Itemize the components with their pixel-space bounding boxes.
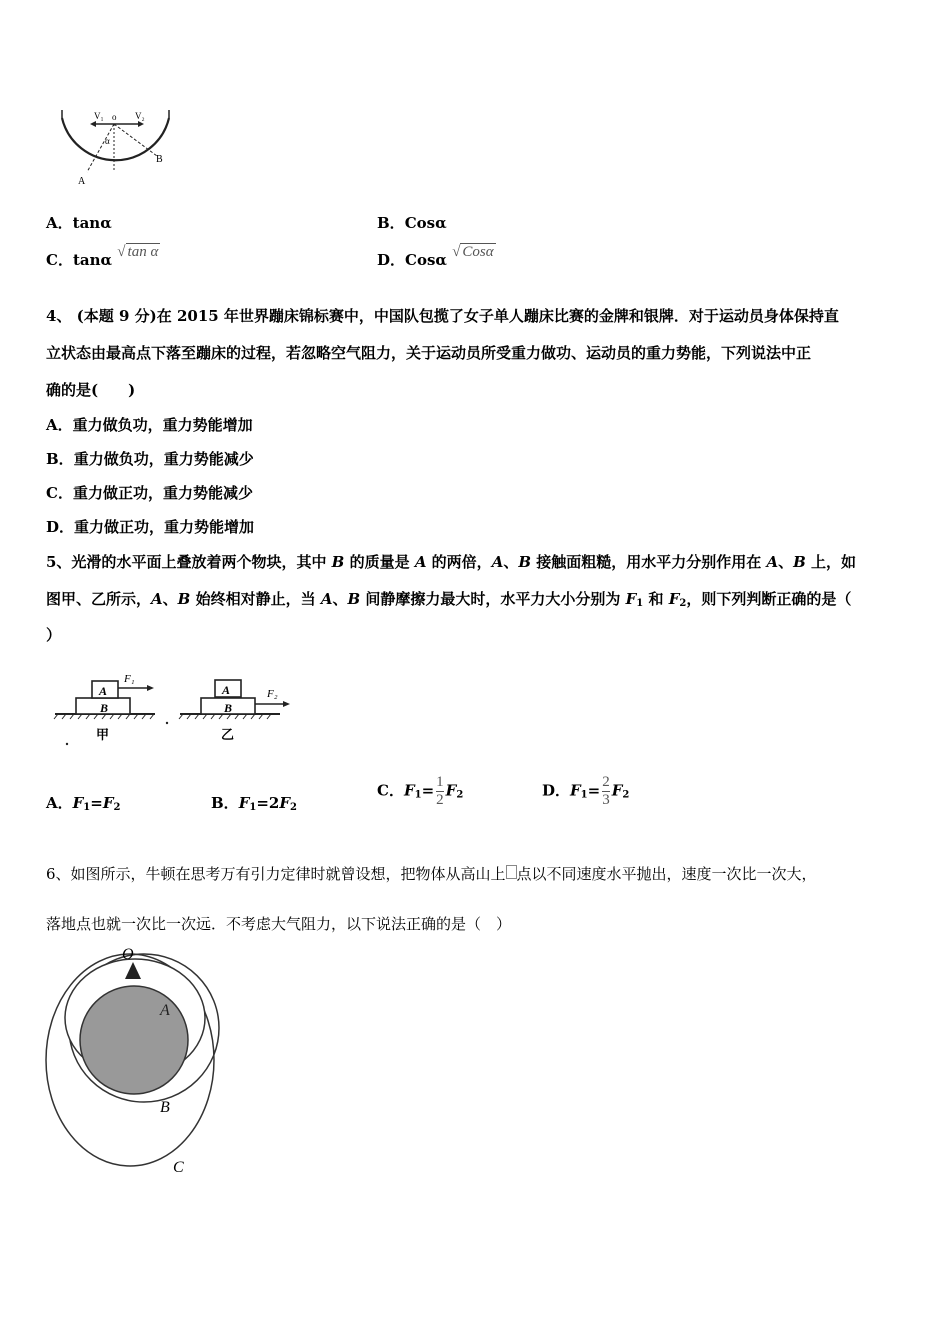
q5-option-a[interactable]: A．$F_1=F_2$ (46, 794, 121, 813)
q6-stem-line1: 6、如图所示，牛顿在思考万有引力定律时就曾设想，把物体从高山上 点以不同速度水平抛出，速度一次比一次大， (46, 865, 817, 883)
jia-label-a: A (99, 684, 108, 698)
orbit-label-b: B (160, 1099, 170, 1116)
q5-option-b[interactable]: B．$F_1=2F_2$ (211, 794, 297, 813)
fraction-one-half: $\frac{1}{2}$ (436, 774, 444, 808)
yi-label-b: B (224, 701, 233, 715)
q4-option-a[interactable]: A．重力做负功，重力势能增加 (46, 416, 253, 434)
orbit-label-c: C (173, 1159, 184, 1176)
label-a: A (78, 176, 86, 187)
q4-option-b[interactable]: B．重力做负功，重力势能减少 (46, 450, 254, 468)
q4-stem-line1: 4、 (本题 9 分)在 2015 年世界蹦床锦标赛中，中国队包揽了女子单人蹦床比赛的金牌和银牌．对于运动员身体保持直 (46, 307, 839, 325)
bowl-figure (52, 100, 177, 190)
label-o: o (112, 112, 117, 122)
q5-option-d[interactable]: D．$F_1=$ $\frac{2}{3}$ $F_2$ (542, 774, 630, 808)
q4-option-d[interactable]: D．重力做正功，重力势能增加 (46, 518, 255, 536)
yi-label-force: F₂ (267, 688, 278, 700)
blocks-figure (50, 668, 300, 748)
label-alpha: α (105, 136, 110, 146)
jia-caption: 甲 (96, 728, 110, 743)
orbit-figure (40, 940, 225, 1180)
label-b: B (156, 154, 163, 165)
q4-stem-line3: 确的是( ) (46, 381, 136, 399)
q5-stem-line1: 5、光滑的水平面上叠放着两个物块，其中 B 的质量是 A 的两倍，A、B 接触面粗糙，用水平力分别作用在 A、B 上，如 (46, 553, 857, 571)
orbit-label-o: O (122, 946, 134, 963)
label-v2: V₂ (135, 111, 145, 121)
yi-caption: 乙 (221, 728, 235, 743)
q6-stem-line2: 落地点也就一次比一次远．不考虑大气阻力，以下说法正确的是（ ） (46, 915, 512, 933)
q5-stem-line3: ） (46, 626, 62, 644)
q4-option-c[interactable]: C．重力做正功，重力势能减少 (46, 484, 253, 502)
q3-option-b[interactable]: B．Cosα (377, 214, 447, 232)
q5-option-c[interactable]: C．$F_1=$ $\frac{1}{2}$ $F_2$ (377, 774, 464, 808)
orbit-label-a: A (160, 1002, 170, 1019)
yi-label-a: A (222, 683, 231, 697)
jia-label-force: F₁ (124, 673, 135, 685)
sqrt-tan: √ tan α (117, 244, 159, 260)
fraction-two-thirds: $\frac{2}{3}$ (602, 774, 610, 808)
sqrt-cos: √ Cosα (452, 244, 494, 260)
jia-label-b: B (100, 701, 109, 715)
q3-option-a[interactable]: A．tanα (46, 214, 112, 232)
q5-stem-line2: 图甲、乙所示，A、B 始终相对静止，当 A、B 间静摩擦力最大时，水平力大小分别为 $F_1$ 和 $F_2$，则下列判断正确的是（ (46, 590, 852, 609)
q3-option-c[interactable]: C．tanα √ tan α (46, 244, 159, 269)
missing-glyph-icon (506, 865, 517, 879)
label-v1: V₁ (94, 111, 104, 121)
q4-stem-line2: 立状态由最高点下落至蹦床的过程，若忽略空气阻力，关于运动员所受重力做功、运动员的重力势能，下列说法中正 (46, 344, 812, 362)
q3-option-d[interactable]: D．Cosα √ Cosα (377, 244, 494, 269)
